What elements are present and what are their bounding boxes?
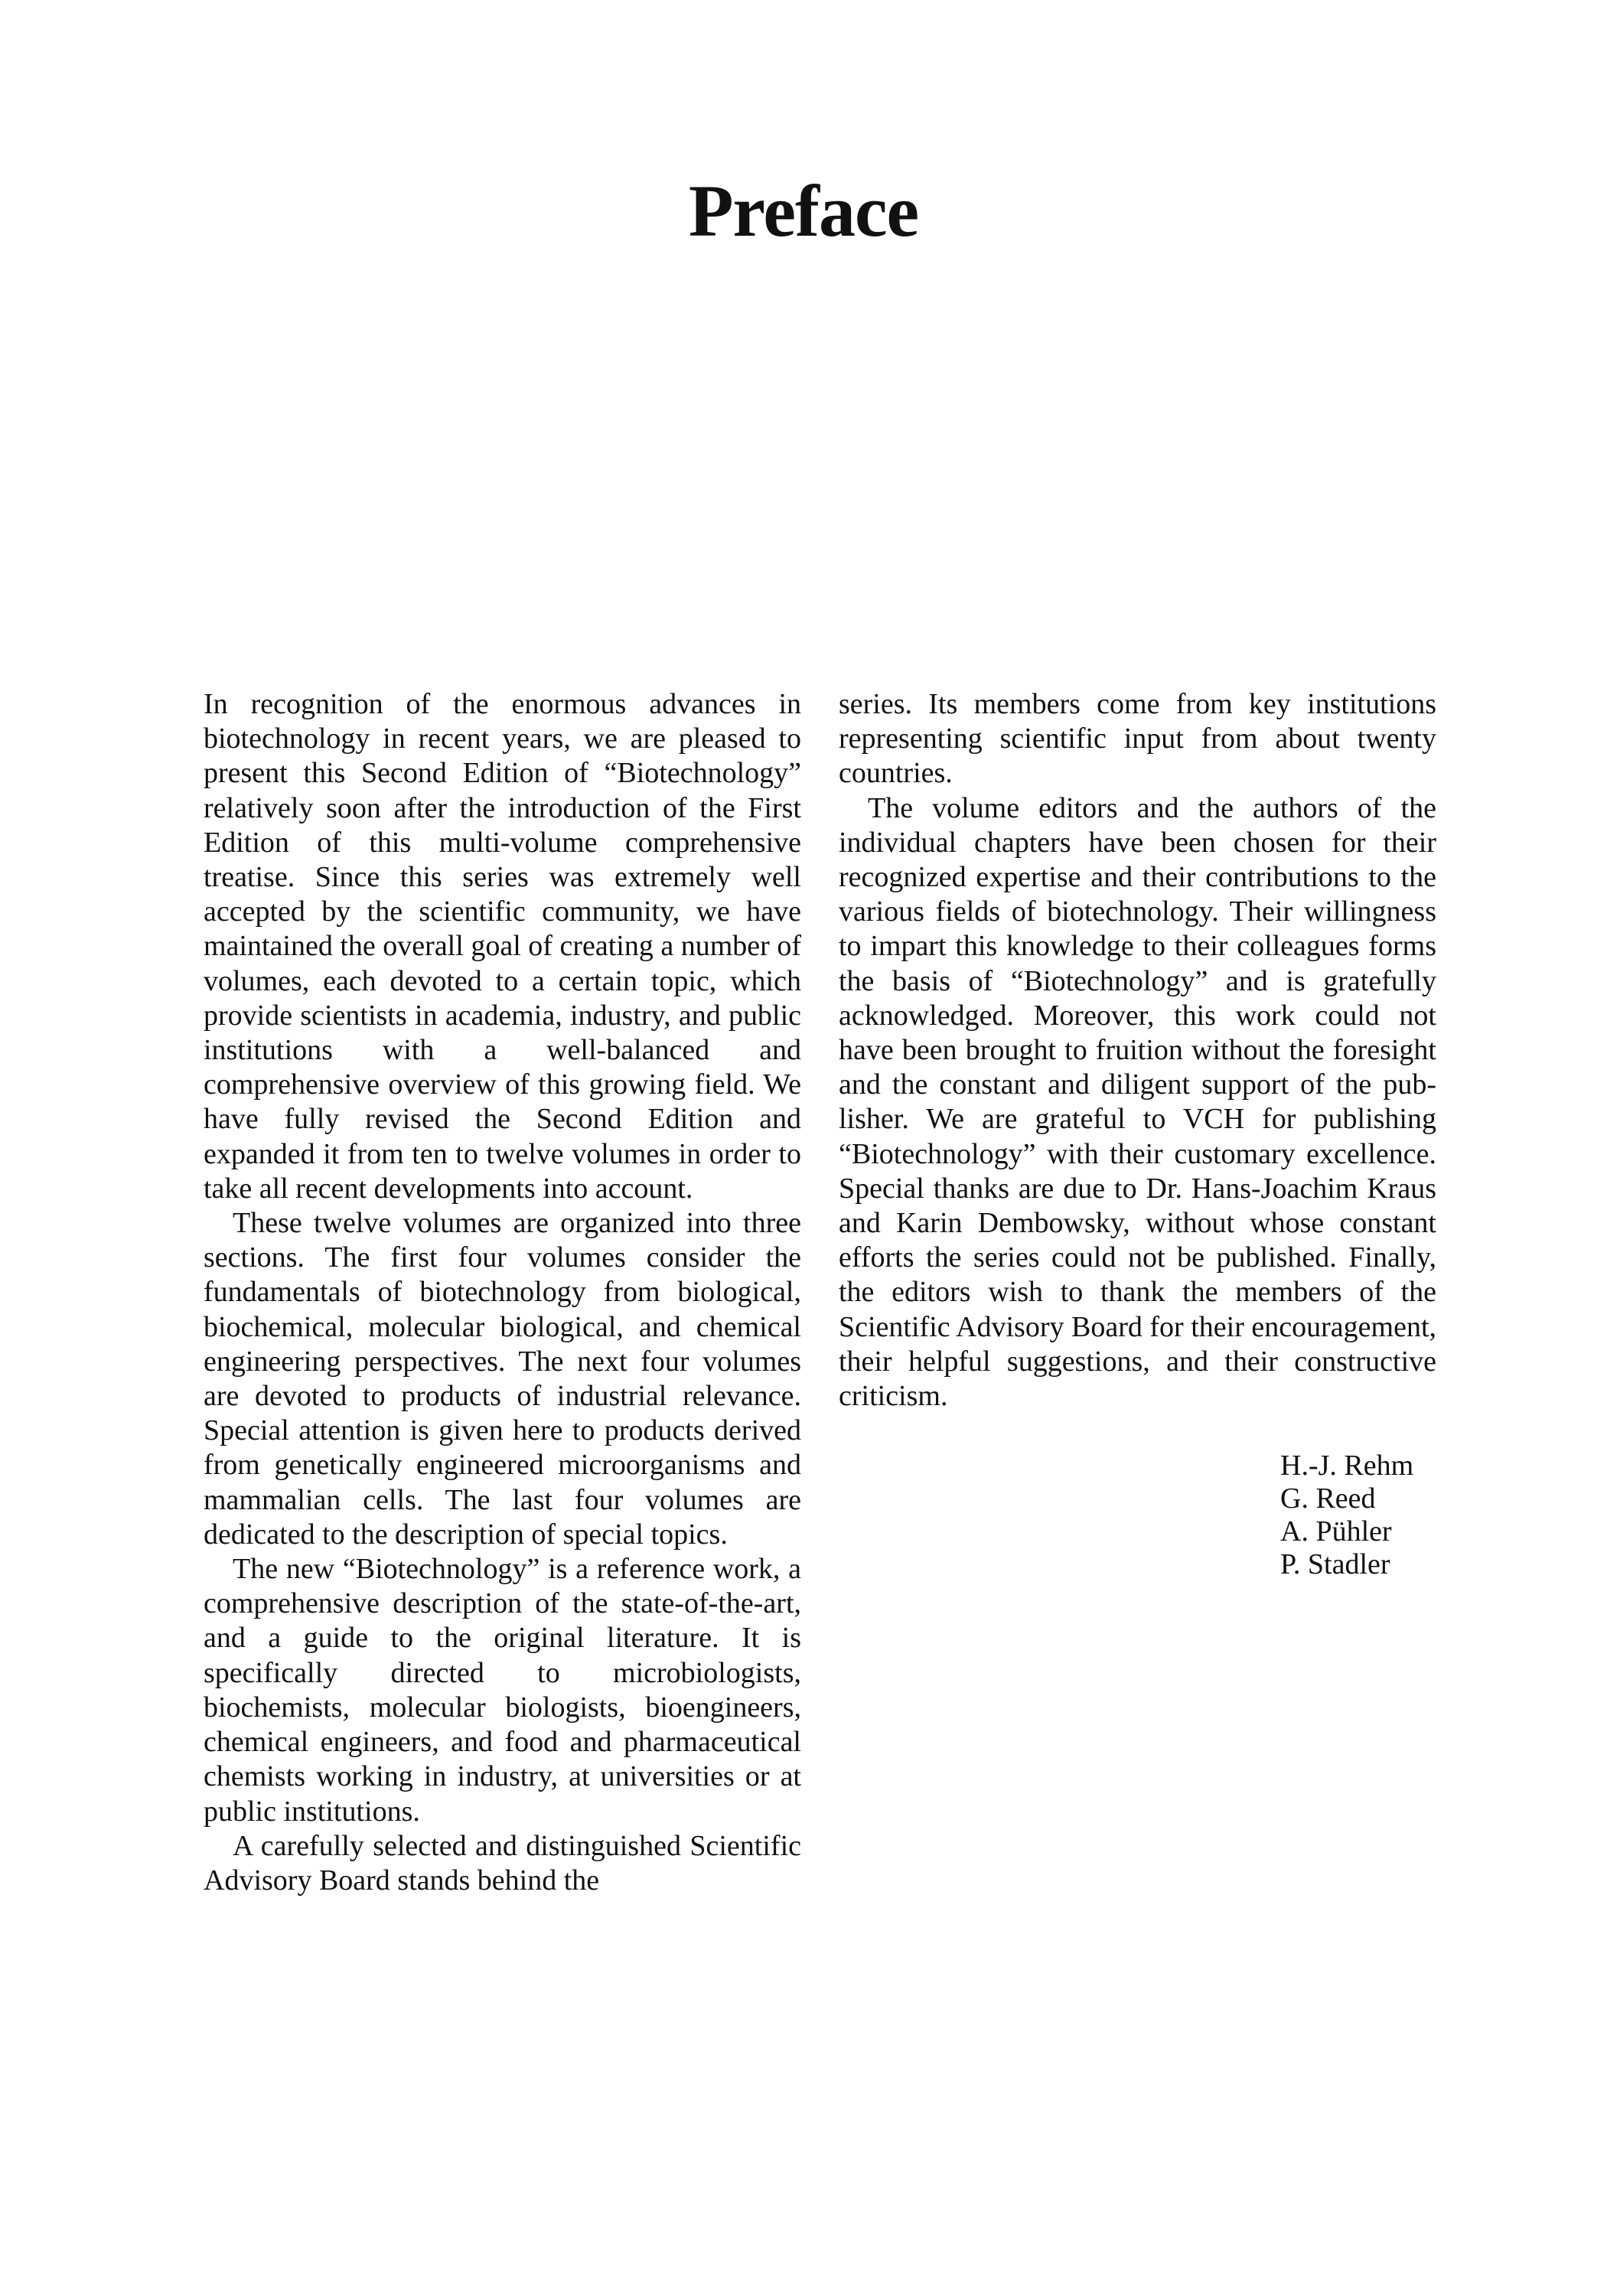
editor-signatures bbox=[1280, 1450, 1413, 1581]
signature-name: H.-J. Rehm bbox=[1280, 1450, 1414, 1482]
right-column bbox=[839, 687, 1436, 1414]
paragraph: In recognition of the enormous advances in biotechnology in recent years, we are pleased to present this Second Edition of “Biotechnology” relatively soon after the introduction of the First Edition of this multi-volume comprehensive treatise. Since this series was extremely well accepted by the scientific community, we have maintained the overall goal of creating a number of volumes, each devoted to a certain topic, which provide scientists in academia, industry, and public institutions with a well-balanced and comprehensive overview of this growing field. We have fully revised the Second Edition and expanded it from ten to twelve volumes in order to take all recent developments into account. bbox=[204, 688, 801, 1205]
left-column bbox=[204, 687, 801, 1898]
signature-name: P. Stadler bbox=[1280, 1548, 1390, 1580]
signature-name: G. Reed bbox=[1280, 1482, 1376, 1515]
paragraph: These twelve volumes are organized into three sections. The first four volumes consider the fundamentals of biotechnology from biological, biochemical, molecular biological, and chemical engineering perspectives. The next four volumes are devoted to products of industrial relevance. Special attention is given here to products derived from genetically engineered microorganisms and mammalian cells. The last four volumes are dedicated to the description of special topics. bbox=[204, 1207, 801, 1551]
signature-name: A. Pühler bbox=[1280, 1515, 1392, 1548]
paragraph-continued: series. Its members come from key institutions representing scientific input from about twenty countries. bbox=[839, 688, 1436, 790]
paragraph: The volume editors and the authors of the individual chapters have been chosen for their recognized expertise and their contributions to the various fields of biotechnology. Their willingness to impart this knowledge to their colleagues forms the basis of “Biotechnology” and is gratefully acknowledged. Moreover, this work could not have been brought to fruition without the foresight and the constant and diligent support of the publisher. We are grateful to VCH for publishing “Biotechnology” with their customary excellence. Special thanks are due to Dr. Hans-Joachim Kraus and Karin Dembowsky, without whose constant efforts the series could not be published. Finally, the editors wish to thank the members of the Scientific Advisory Board for their encouragement, their helpful suggestions, and their constructive criticism. bbox=[839, 791, 1436, 1413]
paragraph: A carefully selected and distinguished Scientific Advisory Board stands behind the bbox=[204, 1829, 801, 1896]
paragraph: The new “Biotechnology” is a reference work, a comprehensive description of the state-of-the-art, and a guide to the original literature. It is specifically directed to microbiologists, biochemists, molecular biologists, bioengineers, chemical engineers, and food and pharmaceutical chemists working in industry, at universities or at public institutions. bbox=[204, 1553, 801, 1828]
page-title: Preface bbox=[688, 170, 919, 252]
